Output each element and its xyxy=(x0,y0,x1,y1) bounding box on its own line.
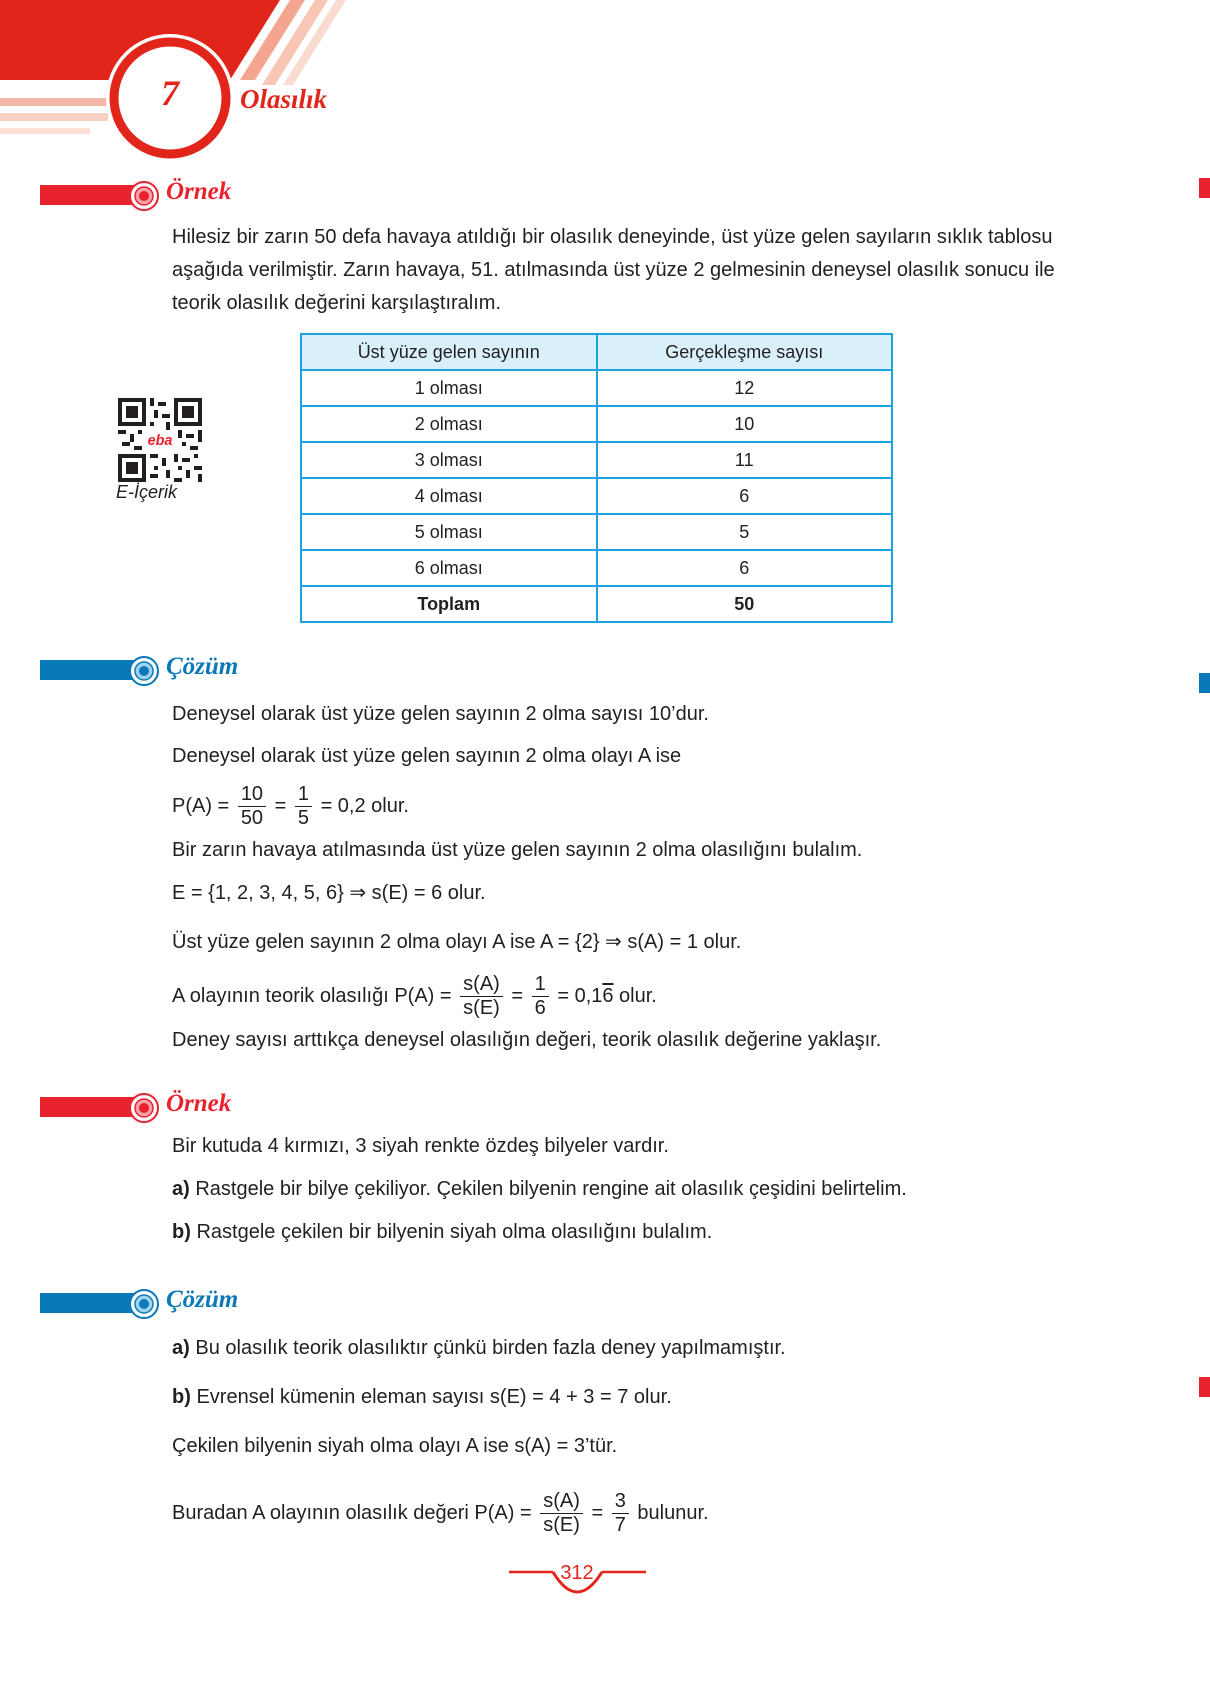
table-cell: 2 olması xyxy=(301,406,597,442)
fraction-numerator: 3 xyxy=(612,1490,629,1514)
item-label: a) xyxy=(172,1337,190,1359)
solution-label: Çözüm xyxy=(166,653,239,680)
side-tab-red xyxy=(1199,1377,1210,1397)
table-row xyxy=(301,550,892,586)
table-cell: 5 xyxy=(597,514,893,550)
fraction-numerator: 10 xyxy=(238,783,266,807)
table-header-row xyxy=(301,334,892,370)
fraction-denominator: 7 xyxy=(614,1514,626,1536)
example-text: Hilesiz bir zarın 50 defa havaya atıldığı bir olasılık deneyinde, üst yüze gelen sayıların sıklık tablosu aşağıda verilmiştir. Zarın havaya, 51. atılmasında üst yüze 2 gelmesinin deneysel olasılık sonucu ile teorik olasılık değerini karşılaştıralım. xyxy=(172,226,1055,314)
table-cell: 6 olması xyxy=(301,550,597,586)
table-row xyxy=(301,406,892,442)
fraction-denominator: 50 xyxy=(240,807,264,829)
formula-text: bulunur. xyxy=(637,1501,709,1524)
table-cell: Toplam xyxy=(301,586,597,622)
item-label: a) xyxy=(172,1178,190,1200)
table-cell: 12 xyxy=(597,370,893,406)
heading-bar xyxy=(40,1097,136,1117)
fraction xyxy=(238,783,266,830)
solution-line: Üst yüze gelen sayının 2 olma olayı A ise A = {2} ⇒ s(A) = 1 olur. xyxy=(172,931,742,953)
fraction xyxy=(532,973,549,1020)
chapter-number: 7 xyxy=(161,73,179,113)
table-cell: 10 xyxy=(597,406,893,442)
target-icon xyxy=(128,180,160,212)
formula-text: P(A) = xyxy=(172,794,230,817)
chapter-title: Olasılık xyxy=(240,84,328,114)
formula-theoretical-probability xyxy=(172,973,657,1020)
solution-line: Çekilen bilyenin siyah olma olayı A ise s(A) = 3’tür. xyxy=(172,1435,618,1457)
fraction-numerator: s(A) xyxy=(460,973,503,997)
fraction-denominator: s(E) xyxy=(543,1514,580,1536)
qr-caption: E-İçerik xyxy=(116,482,178,502)
solution-item-a xyxy=(172,1332,786,1365)
example-item-b xyxy=(172,1216,712,1249)
formula-text: = xyxy=(274,794,287,817)
solution-item-b xyxy=(172,1381,672,1414)
table-row xyxy=(301,442,892,478)
table-cell: 11 xyxy=(597,442,893,478)
item-text: Bu olasılık teorik olasılıktır çünkü birden fazla deney yapılmamıştır. xyxy=(189,1337,786,1359)
table-cell: 6 xyxy=(597,550,893,586)
fraction xyxy=(460,973,503,1020)
repeating-digit: 6 xyxy=(602,984,614,1007)
formula-text: = xyxy=(511,984,524,1007)
solution-label: Çözüm xyxy=(166,1286,239,1313)
side-tab-red xyxy=(1199,178,1210,198)
fraction-numerator: 1 xyxy=(532,973,549,997)
solution-line: Deney sayısı arttıkça deneysel olasılığın değeri, teorik olasılık değerine yaklaşır. xyxy=(172,1029,882,1051)
formula-text: = xyxy=(591,1501,604,1524)
table-cell: 4 olması xyxy=(301,478,597,514)
heading-bar xyxy=(40,185,136,205)
solution-line: E = {1, 2, 3, 4, 5, 6} ⇒ s(E) = 6 olur. xyxy=(172,882,486,904)
formula-text: olur. xyxy=(613,984,657,1007)
item-label: b) xyxy=(172,1221,191,1243)
qr-logo-text: eba xyxy=(147,432,173,449)
formula-probability-value xyxy=(172,1490,709,1537)
example-line: Bir kutuda 4 kırmızı, 3 siyah renkte özdeş bilyeler vardır. xyxy=(172,1135,669,1157)
table-total-row xyxy=(301,586,892,622)
fraction-denominator: 6 xyxy=(534,997,546,1019)
fraction-denominator: s(E) xyxy=(463,997,500,1019)
table-header-cell: Üst yüze gelen sayının xyxy=(301,334,597,370)
solution-line: Deneysel olarak üst yüze gelen sayının 2 olma sayısı 10’dur. xyxy=(172,703,709,725)
table-row xyxy=(301,514,892,550)
fraction-denominator: 5 xyxy=(297,807,309,829)
target-icon xyxy=(128,655,160,687)
fraction xyxy=(295,783,312,830)
formula-text: = 0,1 xyxy=(557,984,603,1007)
table-cell: 6 xyxy=(597,478,893,514)
side-tab-blue xyxy=(1199,673,1210,693)
solution-line: Bir zarın havaya atılmasında üst yüze gelen sayının 2 olma olasılığını bulalım. xyxy=(172,839,863,861)
item-text: Evrensel kümenin eleman sayısı s(E) = 4 + 3 = 7 olur. xyxy=(190,1386,672,1408)
formula-text: Buradan A olayının olasılık değeri P(A) = xyxy=(172,1501,532,1524)
item-text: Rastgele çekilen bir bilyenin siyah olma olasılığını bulalım. xyxy=(190,1221,713,1243)
page-number: 312 xyxy=(560,1562,594,1584)
target-icon xyxy=(128,1092,160,1124)
frequency-table xyxy=(300,333,893,623)
example-label: Örnek xyxy=(166,178,232,205)
table-cell: 50 xyxy=(597,586,893,622)
target-icon xyxy=(128,1288,160,1320)
qr-code-icon[interactable] xyxy=(118,398,202,482)
fraction xyxy=(540,1490,583,1537)
table-header-cell: Gerçekleşme sayısı xyxy=(597,334,893,370)
heading-bar xyxy=(40,1293,136,1313)
example-item-a xyxy=(172,1173,907,1206)
table-cell: 1 olması xyxy=(301,370,597,406)
formula-text: = 0,2 olur. xyxy=(320,794,409,817)
fraction xyxy=(612,1490,629,1537)
item-text: Rastgele bir bilye çekiliyor. Çekilen bilyenin rengine ait olasılık çeşidini belirtelim. xyxy=(189,1178,907,1200)
item-label: b) xyxy=(172,1386,191,1408)
table-cell: 3 olması xyxy=(301,442,597,478)
fraction-numerator: 1 xyxy=(295,783,312,807)
heading-bar xyxy=(40,660,136,680)
table-cell: 5 olması xyxy=(301,514,597,550)
table-row xyxy=(301,478,892,514)
table-row xyxy=(301,370,892,406)
formula-probability xyxy=(172,783,409,830)
fraction-numerator: s(A) xyxy=(540,1490,583,1514)
solution-line: Deneysel olarak üst yüze gelen sayının 2 olma olayı A ise xyxy=(172,745,682,767)
formula-text: A olayının teorik olasılığı P(A) = xyxy=(172,984,452,1007)
example-label: Örnek xyxy=(166,1090,232,1117)
